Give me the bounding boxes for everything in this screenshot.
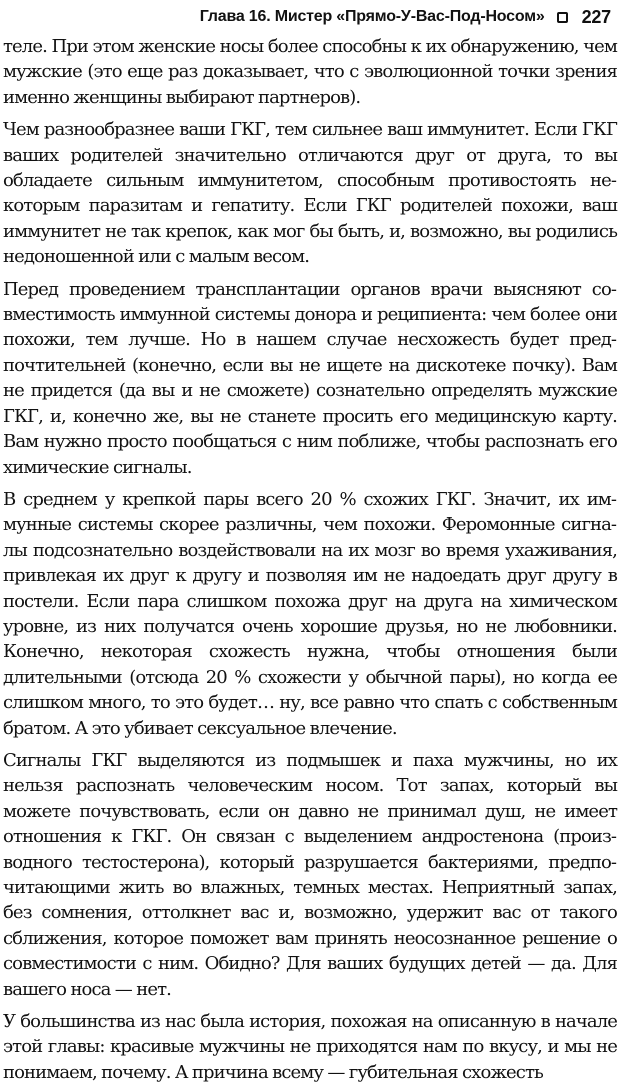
paragraph: Перед проведением трансплантации органов врачи выясняют совместимость иммунной системы донора и реципиента: чем более они похожи, тем лучше. Но в нашем случае несхожесть будет предпочтительней (конечно, если вы не ищете на дискотеке почку). Вам не придется (да вы и не сможете) сознательно определять мужские ГКГ, и, конечно же, вы не станете просить его медицинскую карту. Вам нужно просто пообщаться с ним поближе, чтобы распознать его химические сигналы.: [3, 278, 617, 478]
paragraph: В среднем у крепкой пары всего 20 % схожих ГКГ. Значит, их иммунные системы скорее различны, чем похожи. Феромонные сигналы подсознательно воздействовали на их мозг во время ухаживания, привлекая их друг к другу и позволяя им не надоедать друг другу в постели. Если пара слишком похожа друг на друга на химическом уровне, из них получатся очень хорошие друзья, но не любовники. Конечно, некоторая схожесть нужна, чтобы отношения были длительными (отсюда 20 % схожести у обычной пары), но когда ее слишком много, то это будет… ну, все равно что спать с собственным братом. А это убивает сексуальное влечение.: [3, 488, 617, 739]
paragraph: У большинства из нас была история, похожая на описанную в начале этой главы: красивые мужчины не приходятся нам по вкусу, и мы не понимаем, почему. А причина всему — губительная схожесть: [3, 1011, 617, 1083]
paragraph: Сигналы ГКГ выделяются из подмышек и паха мужчины, но их нельзя распознать человеческим носом. Тот запах, который вы можете почувствовать, если он давно не принимал душ, не имеет отношения к ГКГ. Он связан с выделением андростенона (производного тестостерона), который разрушается бактериями, предпочитающими жить во влажных, темных местах. Неприятный запах, без сомнения, оттолкнет вас и, возможно, удержит вас от такого сближения, которое поможет вам принять неосознанное решение о совместимости с ним. Обидно? Для ваших будущих детей — да. Для вашего носа — нет.: [3, 749, 617, 1000]
paragraph: Чем разнообразнее ваши ГКГ, тем сильнее ваш иммунитет. Если ГКГ ваших родителей значительно отличаются друг от друга, то вы обладаете сильным иммунитетом, способным противостоять некоторым паразитам и гепатиту. Если ГКГ родителей похожи, ваш иммунитет не так крепок, как мог бы быть, и, возможно, вы родились недоношенной или с малым весом.: [3, 119, 617, 268]
page-number: 227: [581, 6, 611, 27]
chapter-title: Глава 16. Мистер «Прямо-У-Вас-Под-Носом»: [199, 8, 545, 25]
body-text: [3, 34, 617, 1085]
running-head: [3, 0, 617, 34]
paragraph: теле. При этом женские носы более способны к их обнаружению, чем мужские (это еще раз доказывает, что с эволюционной точки зрения именно женщины выбирают партнеров).: [3, 36, 617, 108]
hollow-square-icon: [557, 12, 568, 23]
